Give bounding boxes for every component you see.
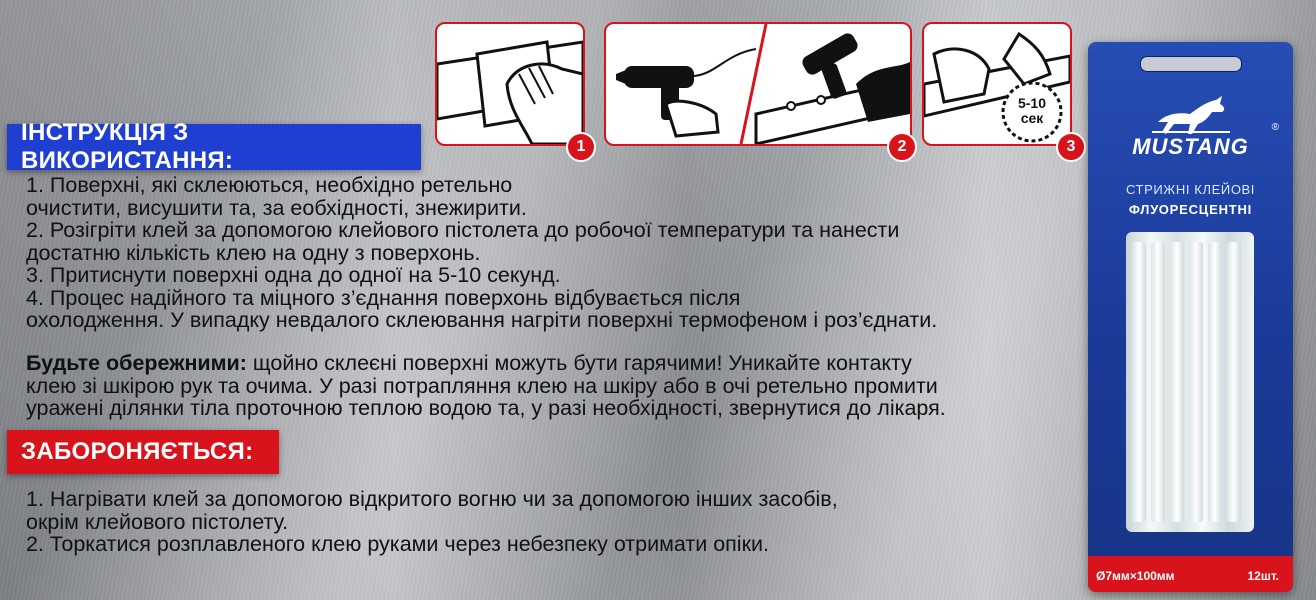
timer-unit: сек [1020,110,1044,126]
product-title-line-1: СТРИЖНІ КЛЕЙОВІ [1125,182,1256,197]
warning-line-2: клею зі шкірою рук та очима. У разі потрапляння клею на шкіру або в очі ретельно промити [26,373,938,398]
step-1-illustration [435,22,585,146]
instruction-line: 3. Притиснути поверхні одна до одної на 5-10 секунд. [26,263,561,287]
package-footer-band [1088,556,1293,592]
instruction-line: 2. Розігріти клей за допомогою клейового пістолета до робочої температури та нанести [26,218,900,242]
glue-stick [1151,242,1165,522]
forbidden-line: 1. Нагрівати клей за допомогою відкритого вогню чи за допомогою інших засобів, [26,487,838,511]
product-title-line-2: ФЛУОРЕСЦЕНТНІ [1128,202,1253,217]
instruction-line: 4. Процес надійного та міцного з’єднання поверхонь відбувається після [26,285,741,310]
timer-label [1000,96,1064,126]
step-3-badge: 3 [1056,132,1086,162]
forbidden-line: 2. Торкатися розплавленого клею руками через небезпеку отримати опіки. [26,532,769,556]
glue-stick [1189,242,1203,522]
step-2-illustration [604,22,912,146]
glue-stick [1227,242,1241,522]
glue-stick [1170,242,1184,522]
product-package [1088,42,1293,592]
registered-mark: ® [1271,122,1279,133]
warning-line [26,352,946,375]
glue-gun-icon [606,24,910,144]
instruction-line: очистити, висушити та, за еобхідності, знежирити. [26,195,527,220]
glue-stick [1208,242,1222,522]
instruction-line: охолодження. У випадку невдалого склеювання нагріти поверхні термофеном і роз’єднати. [26,308,938,332]
instructions-heading: ІНСТРУКЦІЯ З ВИКОРИСТАННЯ: [7,124,421,170]
size-label: Ø7мм×100мм [1096,569,1175,583]
instructions-text [26,174,937,332]
wipe-surface-icon [437,24,583,144]
instruction-line: 1. Поверхні, які склеюються, необхідно ретельно [26,173,513,197]
timer-value: 5-10 [1017,95,1047,111]
step-3-illustration [922,22,1072,146]
brand-logo: MUSTANG [1132,134,1249,159]
forbidden-heading: ЗАБОРОНЯЄТЬСЯ: [7,430,279,474]
hang-hole [1140,56,1242,72]
glue-sticks-window [1126,232,1254,532]
warning-bold-label: Будьте обережними: [26,351,247,375]
step-1-badge: 1 [566,132,596,162]
warning-text [26,352,946,420]
warning-line-3: уражені ділянки тіла проточною теплою водою та, у разі необхідності, звернутися до лікаря. [26,396,946,420]
count-label: 12шт. [1247,569,1279,583]
forbidden-text [26,488,838,556]
glue-stick [1132,242,1146,522]
warning-line-1: щойно склеєні поверхні можуть бути гарячими! Уникайте контакту [246,351,912,375]
instruction-line: достатню кількість клею на одну з поверхонь. [26,240,481,265]
forbidden-line: окрім клейового пістолету. [26,509,289,534]
step-2-badge: 2 [887,132,917,162]
mustang-horse-icon [1152,92,1230,136]
